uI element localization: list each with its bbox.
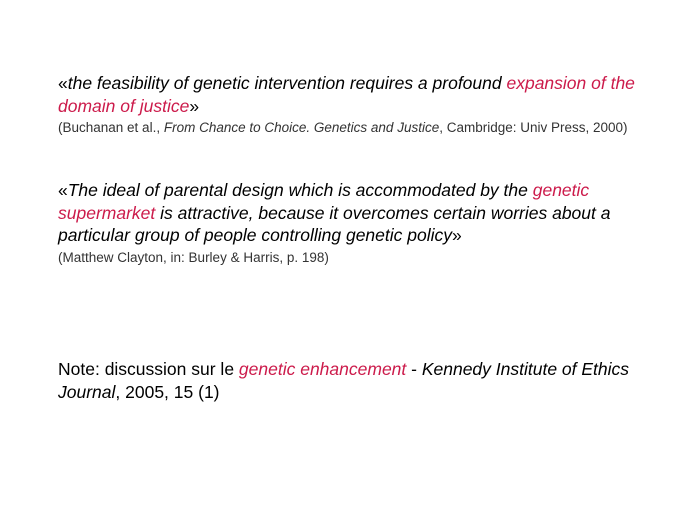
note-text: [58, 358, 658, 404]
open-guillemet: «: [58, 180, 68, 200]
quote-text-part: is attractive, because it overcomes certain worries about a particular group of people controlling genetic policy: [58, 202, 611, 245]
quote-text-part: the feasibility of genetic intervention requires a profound: [67, 73, 507, 93]
quote-text-part: The ideal of parental design which is accommodated by the: [67, 180, 533, 200]
note-prefix: Note: discussion sur le: [58, 359, 239, 379]
highlighted-phrase: genetic supermarket: [58, 180, 590, 223]
citation-suffix: , Cambridge: Univ Press, 2000): [439, 120, 628, 135]
open-guillemet: «: [58, 73, 68, 93]
citation-prefix: (Buchanan et al.,: [58, 120, 164, 135]
citation-buchanan: [58, 119, 658, 137]
highlighted-phrase: genetic enhancement: [238, 359, 407, 379]
note-block: [58, 358, 658, 404]
quote-block-clayton: [58, 179, 658, 267]
note-suffix: , 2005, 15 (1): [115, 382, 220, 402]
citation-clayton: (Matthew Clayton, in: Burley & Harris, p. 198): [58, 249, 329, 265]
close-guillemet: »: [452, 225, 462, 245]
quote-text-clayton: [58, 179, 658, 247]
close-guillemet: »: [189, 95, 200, 116]
note-dash: -: [406, 359, 422, 379]
citation-title: From Chance to Choice. Genetics and Justice: [163, 120, 440, 135]
quote-text-buchanan: [58, 72, 658, 117]
quote-block-buchanan: [58, 72, 658, 137]
journal-title: Kennedy Institute of Ethics Journal: [58, 359, 630, 402]
highlighted-phrase: expansion of the domain of justice: [58, 73, 635, 116]
